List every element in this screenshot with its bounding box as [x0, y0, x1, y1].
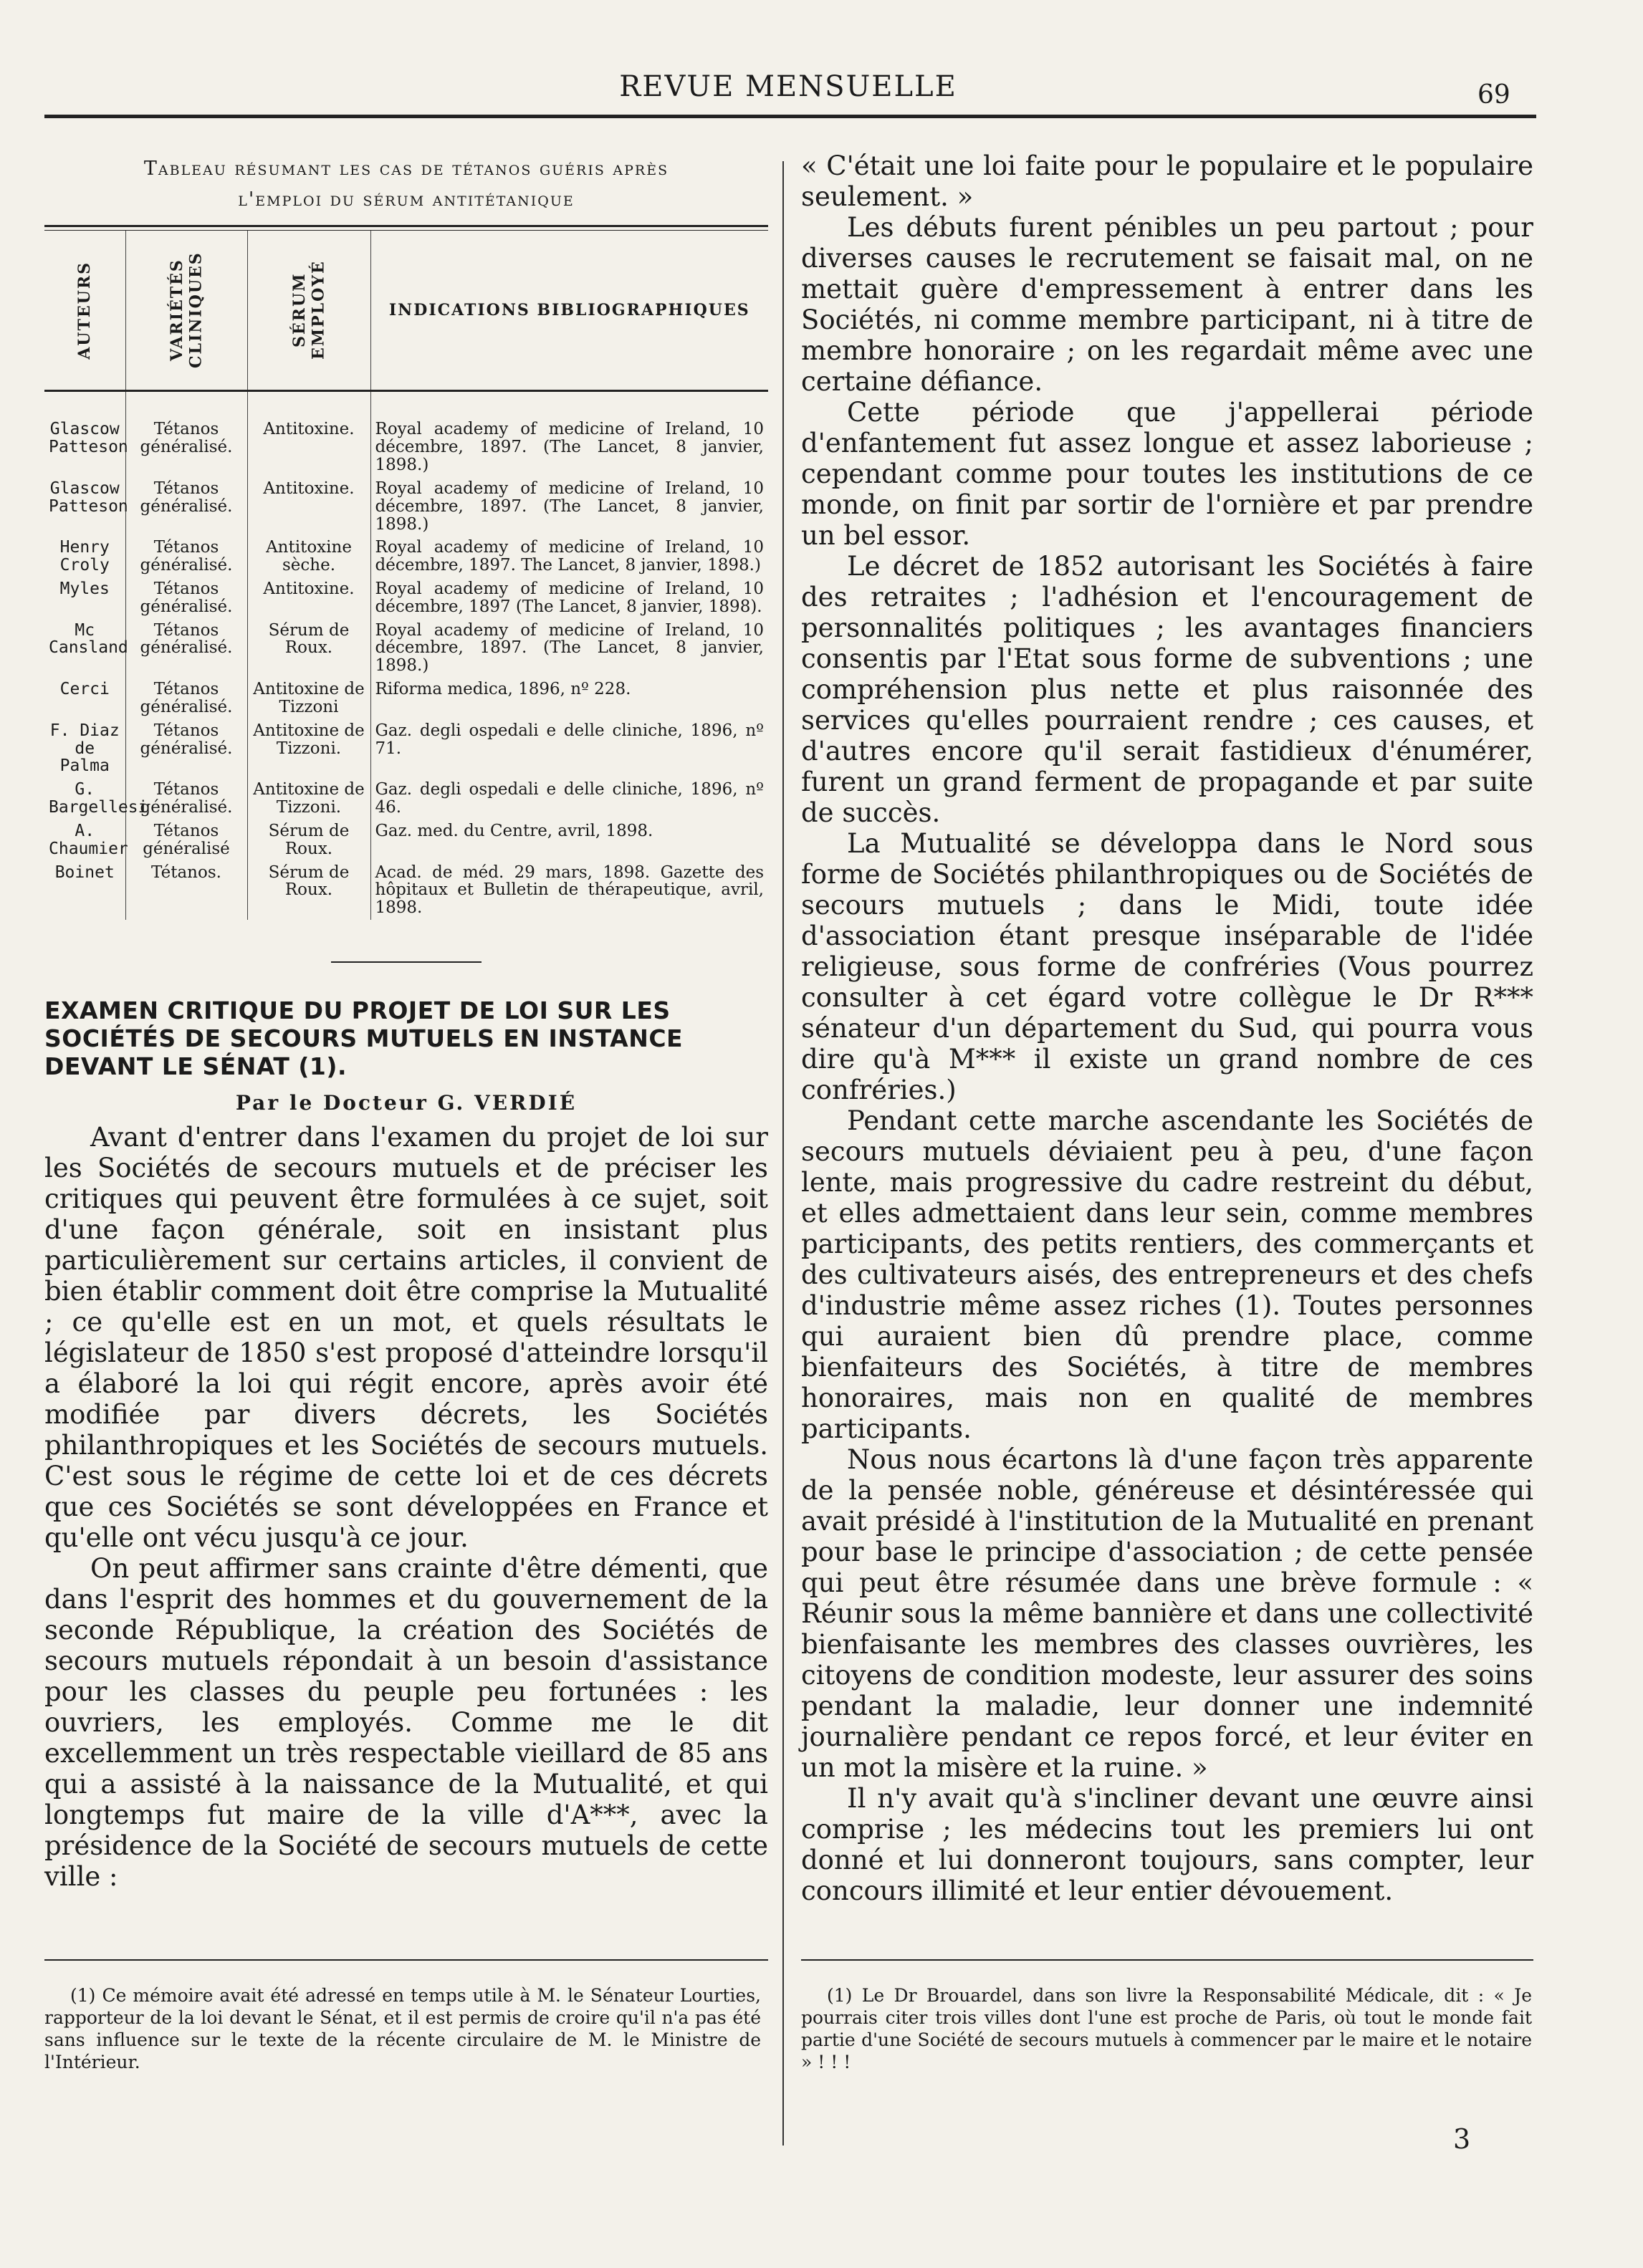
author-cell: Myles: [44, 577, 125, 619]
author-cell: Henry Croly: [44, 536, 125, 577]
bibliography-cell: Gaz. degli ospedali e delle cliniche, 1896, nº 46.: [375, 780, 764, 817]
author-cell: Boinet: [44, 861, 125, 920]
paragraph: Cette période que j'appellerai période d'enfantement fut assez longue et assez laborieuse ; cependant comme pour toutes les institutions de ce monde, on finit par sortir de l'ornière et par prendre un bel essor.: [801, 397, 1533, 551]
column-header-serum: SÉRUM EMPLOYÉ: [247, 231, 370, 391]
table-row: [44, 536, 768, 577]
paragraph: On peut affirmer sans crainte d'être démenti, que dans l'esprit des hommes et du gouvernement de la seconde République, la création des Sociétés de secours mutuels répondait à un besoin d'assistance pour les classes du peuple peu fortunées : les ouvriers, les employés. Comme me le dit excellemment un très respectable vieillard de 85 ans qui a assisté à la naissance de la Mutualité, et qui longtemps fut maire de la ville d'A***, avec la présidence de la Société de secours mutuels de cette ville :: [44, 1552, 768, 1892]
cases-table: [44, 231, 768, 920]
table-title-line-1: Tableau résumant les cas de tétanos guéris après: [143, 158, 669, 180]
paragraph: Le décret de 1852 autorisant les Sociétés à faire des retraites ; l'adhésion et l'encouragement de personnalités politiques ; les avantages financiers consentis par l'Etat sous forme de subventions ; une compréhension plus nette et plus raisonnée des services qu'elles pourraient rendre ; ces causes, et d'autres encore qu'il serait fastidieux d'énumérer, furent un grand ferment de propagande et par suite de succès.: [801, 551, 1533, 828]
serum-cell: Antitoxine.: [247, 477, 370, 536]
variety-cell: Tétanos généralisé.: [125, 477, 247, 536]
table-top-rule: [44, 225, 768, 231]
variety-cell: Tétanos.: [125, 861, 247, 920]
paragraph: La Mutualité se développa dans le Nord sous forme de Sociétés philanthropiques ou de Sociétés de secours mutuels ; dans le Midi, toute idée d'association étant presque inséparable de l'idée religieuse, sous forme de confréries (Vous pourrez consulter à cet égard votre collègue le Dr R*** sénateur d'un département du Sud, qui pourra vous dire qu'à M*** il existe un grand nombre de ces confréries.): [801, 828, 1533, 1105]
bibliography-cell: Royal academy of medicine of Ireland, 10 décembre, 1897. (The Lancet, 8 janvier, 1898.): [375, 420, 764, 475]
author-cell: G. Bargellesi: [44, 778, 125, 820]
column-header-authors: AUTEURS: [44, 231, 125, 391]
left-column: [44, 150, 768, 1892]
column-divider: [782, 161, 784, 2146]
left-column-body: [44, 1122, 768, 1892]
header-rule: [44, 115, 1536, 118]
article-title: EXAMEN CRITIQUE DU PROJET DE LOI SUR LES SOCIÉTÉS DE SECOURS MUTUELS EN INSTANCE DEVANT LE SÉNAT (1).: [44, 996, 684, 1080]
serum-cell: Sérum de Roux.: [247, 619, 370, 678]
author-cell: F. Diaz de Palma: [44, 719, 125, 778]
column-header-varieties: VARIÉTÉS CLINIQUES: [125, 231, 247, 391]
bibliography-cell: Acad. de méd. 29 mars, 1898. Gazette des hôpitaux et Bulletin de thérapeutique, avril, 1898.: [375, 862, 764, 918]
paragraph: « C'était une loi faite pour le populaire et le populaire seulement. »: [801, 150, 1533, 212]
bibliography-cell: Riforma medica, 1896, nº 228.: [375, 680, 631, 699]
serum-cell: Antitoxine de Tizzoni.: [247, 719, 370, 778]
table-row: [44, 820, 768, 861]
variety-cell: Tétanos généralisé.: [125, 391, 247, 477]
right-column: [801, 150, 1533, 1906]
table-row: [44, 577, 768, 619]
variety-cell: Tétanos généralisé.: [125, 577, 247, 619]
table-row: [44, 778, 768, 820]
section-divider: [331, 961, 482, 963]
footnote-rule-left: [44, 1959, 768, 1961]
author-cell: Glascow Patteson: [44, 391, 125, 477]
bibliography-cell: Gaz. degli ospedali e delle cliniche, 1896, nº 71.: [375, 721, 764, 758]
table-header-row: [44, 231, 768, 391]
bibliography-cell: Royal academy of medicine of Ireland, 10 décembre, 1897. (The Lancet, 8 janvier, 1898.): [375, 479, 764, 534]
bibliography-cell: Royal academy of medicine of Ireland, 10 décembre, 1897 (The Lancet, 8 janvier, 1898).: [375, 580, 764, 616]
author-cell: Mc Cansland: [44, 619, 125, 678]
footnote-right: [801, 1984, 1532, 2073]
author-cell: Glascow Patteson: [44, 477, 125, 536]
serum-cell: Antitoxine.: [247, 577, 370, 619]
table-row: [44, 391, 768, 477]
author-cell: A. Chaumier: [44, 820, 125, 861]
right-column-body: [801, 150, 1533, 1906]
variety-cell: Tétanos généralisé.: [125, 619, 247, 678]
variety-cell: Tétanos généralisé.: [125, 778, 247, 820]
signature-mark: 3: [1453, 2123, 1471, 2155]
footnote-text: (1) Le Dr Brouardel, dans son livre la Responsabilité Médicale, dit : « Je pourrais citer trois villes dont l'une est proche de Paris, où tout le monde fait partie d'une Société de secours mutuels à commencer par le maire et le notaire » ! ! !: [801, 1985, 1532, 2072]
table-row: [44, 861, 768, 920]
column-header-bibliography: INDICATIONS BIBLIOGRAPHIQUES: [370, 231, 768, 391]
bibliography-cell: Royal academy of medicine of Ireland, 10 décembre, 1897. The Lancet, 8 janvier, 1898.): [375, 538, 764, 575]
paragraph: Pendant cette marche ascendante les Sociétés de secours mutuels déviaient peu à peu, d'une façon lente, mais progressive du cadre restreint du début, et elles admettaient dans leur sein, comme membres participants, des petits rentiers, des commerçants et des cultivateurs aisés, des entrepreneurs et des chefs d'industrie même assez riches (1). Toutes personnes qui auraient bien dû prendre place, comme bienfaiteurs des Sociétés, à titre de membres honoraires, mais non en qualité de membres participants.: [801, 1105, 1533, 1444]
serum-cell: Antitoxine sèche.: [247, 536, 370, 577]
table-row: [44, 619, 768, 678]
author-cell: Cerci: [44, 678, 125, 719]
serum-cell: Antitoxine.: [247, 391, 370, 477]
serum-cell: Antitoxine de Tizzoni: [247, 678, 370, 719]
footnote-rule-right: [801, 1959, 1533, 1961]
table-row: [44, 678, 768, 719]
article-byline: Par le Docteur G. VERDIÉ: [235, 1090, 578, 1115]
bibliography-cell: Royal academy of medicine of Ireland, 10 décembre, 1897. (The Lancet, 8 janvier, 1898.): [375, 620, 764, 676]
variety-cell: Tétanos généralisé.: [125, 536, 247, 577]
serum-cell: Sérum de Roux.: [247, 861, 370, 920]
bibliography-cell: Gaz. med. du Centre, avril, 1898.: [375, 821, 653, 840]
table-row: [44, 477, 768, 536]
paragraph: Nous nous écartons là d'une façon très apparente de la pensée noble, généreuse et désintéressée qui avait présidé à l'institution de la Mutualité en prenant pour base le principe d'association ; de cette pensée qui peut être résumée dans une brève formule : « Réunir sous la même bannière et dans une collectivité bienfaisante les membres des classes ouvrières, les citoyens de condition modeste, leur assurer des soins pendant la maladie, leur donner une indemnité journalière pendant ce repos forcé, et leur éviter en un mot la misère et la ruine. »: [801, 1444, 1533, 1783]
table-row: [44, 719, 768, 778]
page-number: 69: [1477, 80, 1510, 110]
footnote-left: [44, 1984, 761, 2073]
paragraph: Avant d'entrer dans l'examen du projet de loi sur les Sociétés de secours mutuels et de préciser les critiques qui peuvent être formulées à ce sujet, soit d'une façon générale, soit en insistant plus particulièrement sur certains articles, il convient de bien établir comment doit être comprise la Mutualité ; ce qu'elle est en un mot, et quels résultats le législateur de 1850 s'est proposé d'atteindre lorsqu'il a élaboré la loi qui régit encore, après avoir été modifiée par divers décrets, les Sociétés philanthropiques et les Sociétés de secours mutuels. C'est sous le régime de cette loi et de ces décrets que ces Sociétés se sont développées en France et qu'elle ont vécu jusqu'à ce jour.: [44, 1121, 768, 1553]
table-title-line-2: l'emploi du sérum antitétanique: [238, 188, 575, 211]
serum-cell: Sérum de Roux.: [247, 820, 370, 861]
variety-cell: Tétanos généralisé.: [125, 678, 247, 719]
footnote-text: (1) Ce mémoire avait été adressé en temps utile à M. le Sénateur Lourties, rapporteur de la loi devant le Sénat, et il est permis de croire qu'il n'a pas été sans influence sur le texte de la récente circulaire de M. le Ministre de l'Intérieur.: [44, 1985, 761, 2072]
table-title: [44, 153, 768, 215]
serum-cell: Antitoxine de Tizzoni.: [247, 778, 370, 820]
variety-cell: Tétanos généralisé.: [125, 719, 247, 778]
running-head: REVUE MENSUELLE: [619, 70, 957, 103]
variety-cell: Tétanos généralisé: [125, 820, 247, 861]
paragraph: Il n'y avait qu'à s'incliner devant une œuvre ainsi comprise ; les médecins tout les premiers lui ont donné et lui donneront toujours, sans compter, leur concours illimité et leur entier dévouement.: [801, 1783, 1533, 1906]
paragraph: Les débuts furent pénibles un peu partout ; pour diverses causes le recrutement se faisait mal, on ne mettait guère d'empressement à entrer dans les Sociétés, ni comme membre participant, ni à titre de membre honoraire ; on les regardait même avec une certaine défiance.: [801, 212, 1533, 397]
